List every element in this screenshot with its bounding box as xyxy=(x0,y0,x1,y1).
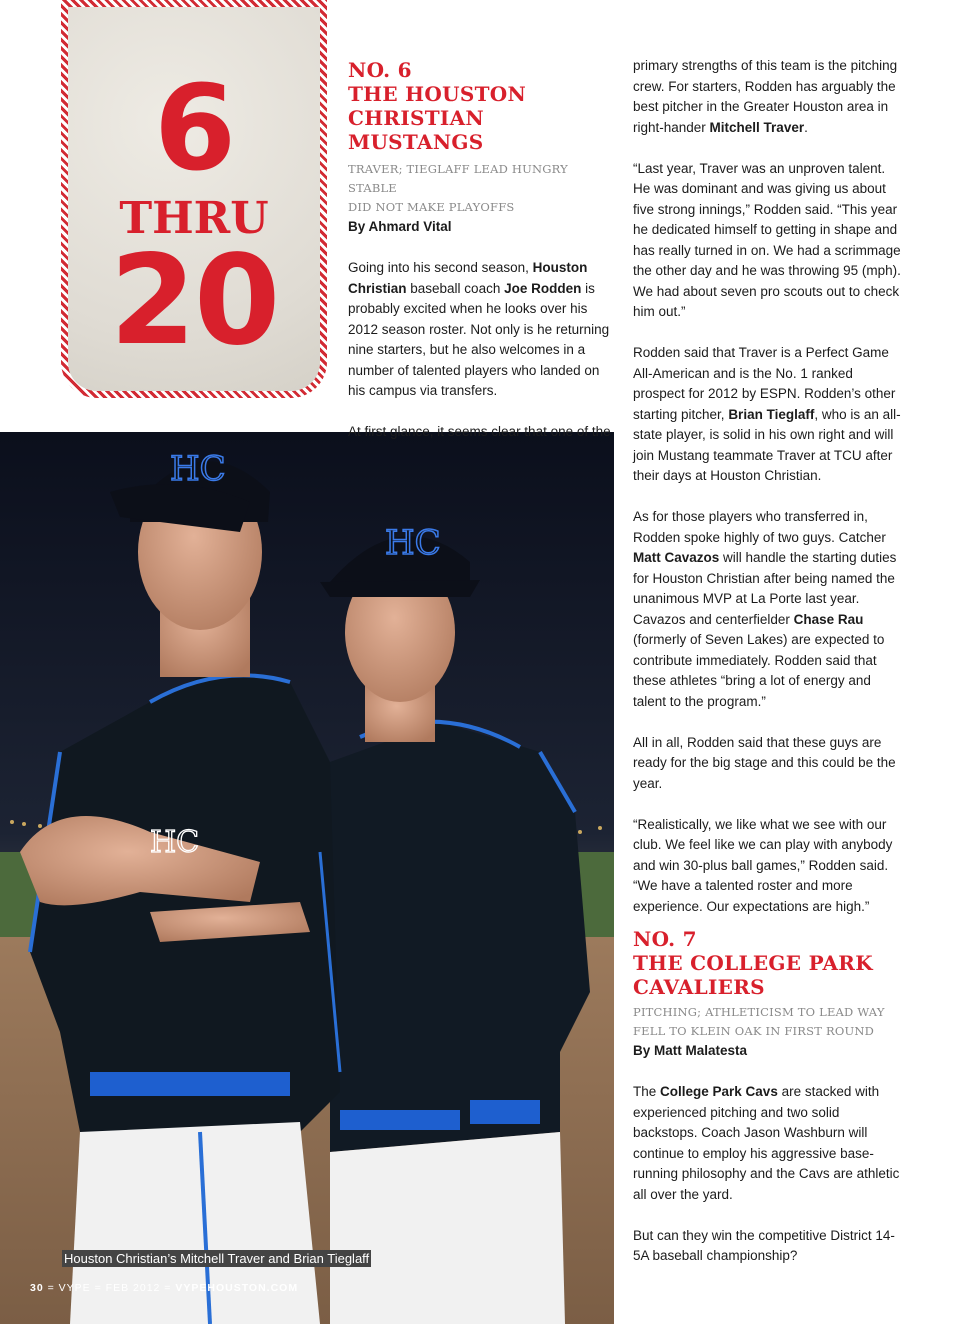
cap-logo-left: HC xyxy=(170,449,226,489)
article-1-number: NO. 6 xyxy=(348,58,412,82)
cap-logo-right: HC xyxy=(385,523,441,563)
article-2-title-line-2: CAVALIERS xyxy=(633,975,765,999)
patch-number-end: 20 xyxy=(109,229,279,373)
article-2-paragraph-1: The College Park Cavs are stacked with experienced pitching and two solid backstops. Coach Jason Washburn will continue to employ his aggressive base-running philosophy and the Cavs are athletic all over the yard. xyxy=(633,1084,900,1202)
page-number: 30 xyxy=(30,1282,44,1294)
article-2-deck-line-2: FELL TO KLEIN OAK IN FIRST ROUND xyxy=(633,1024,875,1038)
article-1-deck-line-1: TRAVER; TIEGLAFF LEAD HUNGRY STABLE xyxy=(348,162,568,195)
footer-sep-1: = xyxy=(47,1282,55,1294)
photo-caption: Houston Christian’s Mitchell Traver and Brian Tieglaff xyxy=(64,1251,370,1266)
article-1-paragraph-4: Rodden said that Traver is a Perfect Game All-American and is the No. 1 ranked prospect for 2012 by ESPN. Rodden’s other starting pitcher, Brian Tieglaff, who is an all-state player, is solid in his own right and will join Mustang teammate Traver at TCU after their days at Houston Christian. xyxy=(633,345,901,483)
article-1-paragraph-6: All in all, Rodden said that these guys are ready for the big stage and this could be the year. xyxy=(633,734,896,791)
page-footer xyxy=(30,1282,298,1294)
article-1-paragraph-2-start: At first glance, it seems clear that one of the xyxy=(348,424,611,439)
players-illustration xyxy=(0,432,614,1324)
footer-sep-3: = xyxy=(164,1282,172,1294)
patch-number-start: 6 xyxy=(153,59,235,197)
article-1-byline: By Ahmard Vital xyxy=(348,219,452,234)
issue-date: FEB 2012 xyxy=(105,1282,161,1294)
article-2-paragraph-2: But can they win the competitive District 14-5A baseball championship? xyxy=(633,1227,895,1263)
article-2-deck-line-1: PITCHING; ATHLETICISM TO LEAD WAY xyxy=(633,1005,885,1019)
footer-sep-2: = xyxy=(94,1282,102,1294)
article-1-paragraph-1: Going into his second season, Houston Christian baseball coach Joe Rodden is probably excited when he looks over his 2012 season roster. Not only is he returning nine starters, but he also welcomes in a number of talented players who landed on his campus via transfers. xyxy=(348,260,610,398)
article-1-paragraph-3: “Last year, Traver was an unproven talent. He was dominant and was giving us about five strong innings,” Rodden said. “This year he dedicated himself to getting in shape and has really turned in on. We had a scrimmage the other day and he was throwing 95 (mph). We had about seven pro scouts out to check him out.” xyxy=(633,160,901,319)
article-2-title-line-1: THE COLLEGE PARK xyxy=(633,951,873,975)
article-1-paragraph-5: As for those players who transferred in, Rodden spoke highly of two guys. Catcher Matt Cavazos will handle the starting duties for Houston Christian after being named the unanimous MVP at La Porte last year. Cavazos and centerfielder Chase Rau (formerly of Seven Lakes) are expected to contribute immediately. Rodden said that these athletes “bring a lot of energy and talent to the program.” xyxy=(633,509,897,709)
website-link[interactable]: VYPEHOUSTON.COM xyxy=(175,1282,299,1294)
article-1-paragraph-2-cont: primary strengths of this team is the pitching crew. For starters, Rodden has arguably the best pitcher in the Greater Houston area in right-hander Mitchell Traver. xyxy=(633,58,898,135)
article-1-title-line-1: THE HOUSTON xyxy=(348,82,527,106)
article-1-deck-line-2: DID NOT MAKE PLAYOFFS xyxy=(348,200,515,214)
article-1-title-line-2: CHRISTIAN MUSTANGS xyxy=(348,106,484,154)
article-2-byline: By Matt Malatesta xyxy=(633,1043,748,1058)
magazine-name: VYPE xyxy=(58,1282,91,1294)
article-1-paragraph-7: “Realistically, we like what we see with our club. We feel like we can play with anybody and win 30-plus ball games,” Rodden said. “We have a talented roster and more experience. Our expectations are high.” xyxy=(633,816,893,914)
team-photo xyxy=(0,432,614,1324)
article-2-number: NO. 7 xyxy=(633,927,697,951)
column-2 xyxy=(633,56,901,1287)
column-1 xyxy=(348,58,614,463)
sleeve-logo: HC xyxy=(150,825,200,860)
patch-thru: THRU xyxy=(119,193,269,244)
section-patch xyxy=(61,0,327,398)
